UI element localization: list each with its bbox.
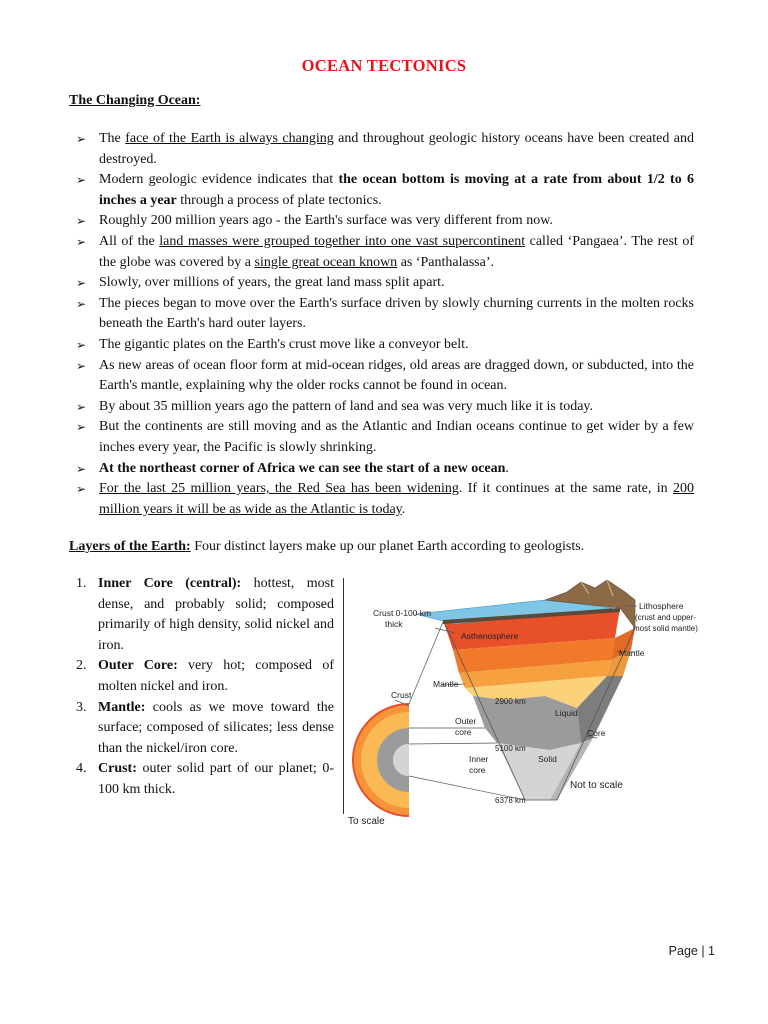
list-item: 2. Outer Core: very hot; composed of molten nickel and iron. bbox=[76, 658, 334, 694]
list-item: ➢ At the northeast corner of Africa we can see the start of a new ocean. bbox=[74, 459, 694, 480]
solid-label: Solid bbox=[538, 754, 557, 764]
crust-thickness-label: Crust 0-100 km bbox=[373, 608, 432, 618]
svg-text:thick: thick bbox=[385, 619, 403, 629]
liquid-label: Liquid bbox=[555, 708, 578, 718]
earth-layers-list bbox=[76, 574, 334, 801]
mantle-right-label: Mantle bbox=[619, 648, 645, 658]
list-item: ➢ As new areas of ocean floor form at mid-ocean ridges, old areas are dragged down, or subducted, into the Earth's mantle, explaining why the older rocks cannot be found in ocean. bbox=[76, 357, 694, 394]
arrow-bullet-icon: ➢ bbox=[76, 337, 87, 352]
crust-label: Crust bbox=[391, 690, 412, 700]
asthenosphere-label: Asthenosphere bbox=[461, 631, 519, 641]
layers-intro-paragraph: Layers of the Earth: Four distinct layers make up our planet Earth according to geologists. bbox=[69, 539, 585, 554]
lithosphere-label: Lithosphere bbox=[639, 601, 684, 611]
svg-text:core: core bbox=[469, 765, 486, 775]
list-item: ➢ But the continents are still moving and as the Atlantic and Indian oceans continue to get wider by a few inches every year, the Pacific is slowly shrinking. bbox=[76, 419, 694, 455]
svg-text:most solid mantle): most solid mantle) bbox=[633, 624, 698, 633]
core-label: Core bbox=[587, 728, 606, 738]
list-item: 3. Mantle: cools as we move toward the surface; composed of silicates; less dense than the nickel/iron core. bbox=[76, 699, 334, 756]
depth-2900-label: 2900 km bbox=[495, 697, 526, 706]
list-item: 1. Inner Core (central): hottest, most dense, and probably solid; composed primarily of high density, solid nickel and iron. bbox=[76, 576, 335, 653]
document-title: OCEAN TECTONICS bbox=[301, 56, 467, 75]
arrow-bullet-icon: ➢ bbox=[76, 132, 87, 146]
list-item: ➢ The gigantic plates on the Earth's crust move like a conveyor belt. bbox=[74, 335, 694, 356]
list-item: 4. Crust: outer solid part of our planet; 0-100 km thick. bbox=[76, 761, 334, 797]
list-item: ➢ Slowly, over millions of years, the great land mass split apart. bbox=[74, 273, 694, 294]
list-item: ➢ Roughly 200 million years ago - the Earth's surface was very different from now. bbox=[74, 211, 694, 232]
depth-6378-label: 6378 km bbox=[495, 796, 526, 805]
section-heading-layers: Layers of the Earth: bbox=[69, 539, 191, 554]
column-divider bbox=[343, 578, 344, 814]
inner-core-label: Inner bbox=[469, 754, 489, 764]
arrow-bullet-icon: ➢ bbox=[76, 173, 87, 188]
depth-5100-label: 5100 km bbox=[495, 744, 526, 753]
arrow-bullet-icon: ➢ bbox=[76, 358, 87, 373]
arrow-bullet-icon: ➢ bbox=[76, 399, 87, 414]
list-item: ➢ Modern geologic evidence indicates that the ocean bottom is moving at a rate from about 1/2 to 6 inches a year through a process of plate tectonics. bbox=[76, 172, 694, 208]
page-number: Page | 1 bbox=[668, 944, 715, 958]
to-scale-label: To scale bbox=[348, 816, 385, 827]
list-item: ➢ By about 35 million years ago the pattern of land and sea was very much like it is today. bbox=[74, 397, 694, 418]
earth-layers-diagram bbox=[345, 578, 725, 828]
arrow-bullet-icon: ➢ bbox=[76, 482, 87, 497]
section-heading-changing-ocean: The Changing Ocean: bbox=[69, 93, 201, 108]
list-item: ➢ For the last 25 million years, the Red Sea has been widening. If it continues at the same rate, in 200 million years it will be as wide as the Atlantic is today. bbox=[76, 481, 694, 517]
list-item: ➢ All of the land masses were grouped together into one vast supercontinent called ‘Pangaea’. The rest of the globe was covered by a single great ocean known as ‘Panthalassa’. bbox=[76, 233, 695, 270]
outer-core-block bbox=[473, 696, 581, 750]
globe-to-scale bbox=[353, 704, 409, 816]
svg-text:(crust and upper-: (crust and upper- bbox=[635, 613, 696, 622]
arrow-bullet-icon: ➢ bbox=[76, 214, 87, 229]
arrow-bullet-icon: ➢ bbox=[76, 276, 87, 291]
arrow-bullet-icon: ➢ bbox=[76, 420, 87, 435]
arrow-bullet-icon: ➢ bbox=[76, 461, 87, 476]
list-item: ➢ The face of the Earth is always changing and throughout geologic history oceans have been created and destroyed. bbox=[76, 131, 694, 167]
arrow-bullet-icon: ➢ bbox=[76, 296, 87, 311]
svg-text:core: core bbox=[455, 727, 472, 737]
list-item: ➢ The pieces began to move over the Earth's surface driven by slowly churning currents in the molten rocks beneath the Earth's hard outer layers. bbox=[76, 295, 694, 332]
arrow-bullet-icon: ➢ bbox=[76, 234, 87, 249]
not-to-scale-label: Not to scale bbox=[570, 780, 623, 791]
outer-core-label: Outer bbox=[455, 716, 477, 726]
changing-ocean-bullet-list bbox=[74, 129, 694, 520]
mantle-left-label: Mantle bbox=[433, 679, 459, 689]
